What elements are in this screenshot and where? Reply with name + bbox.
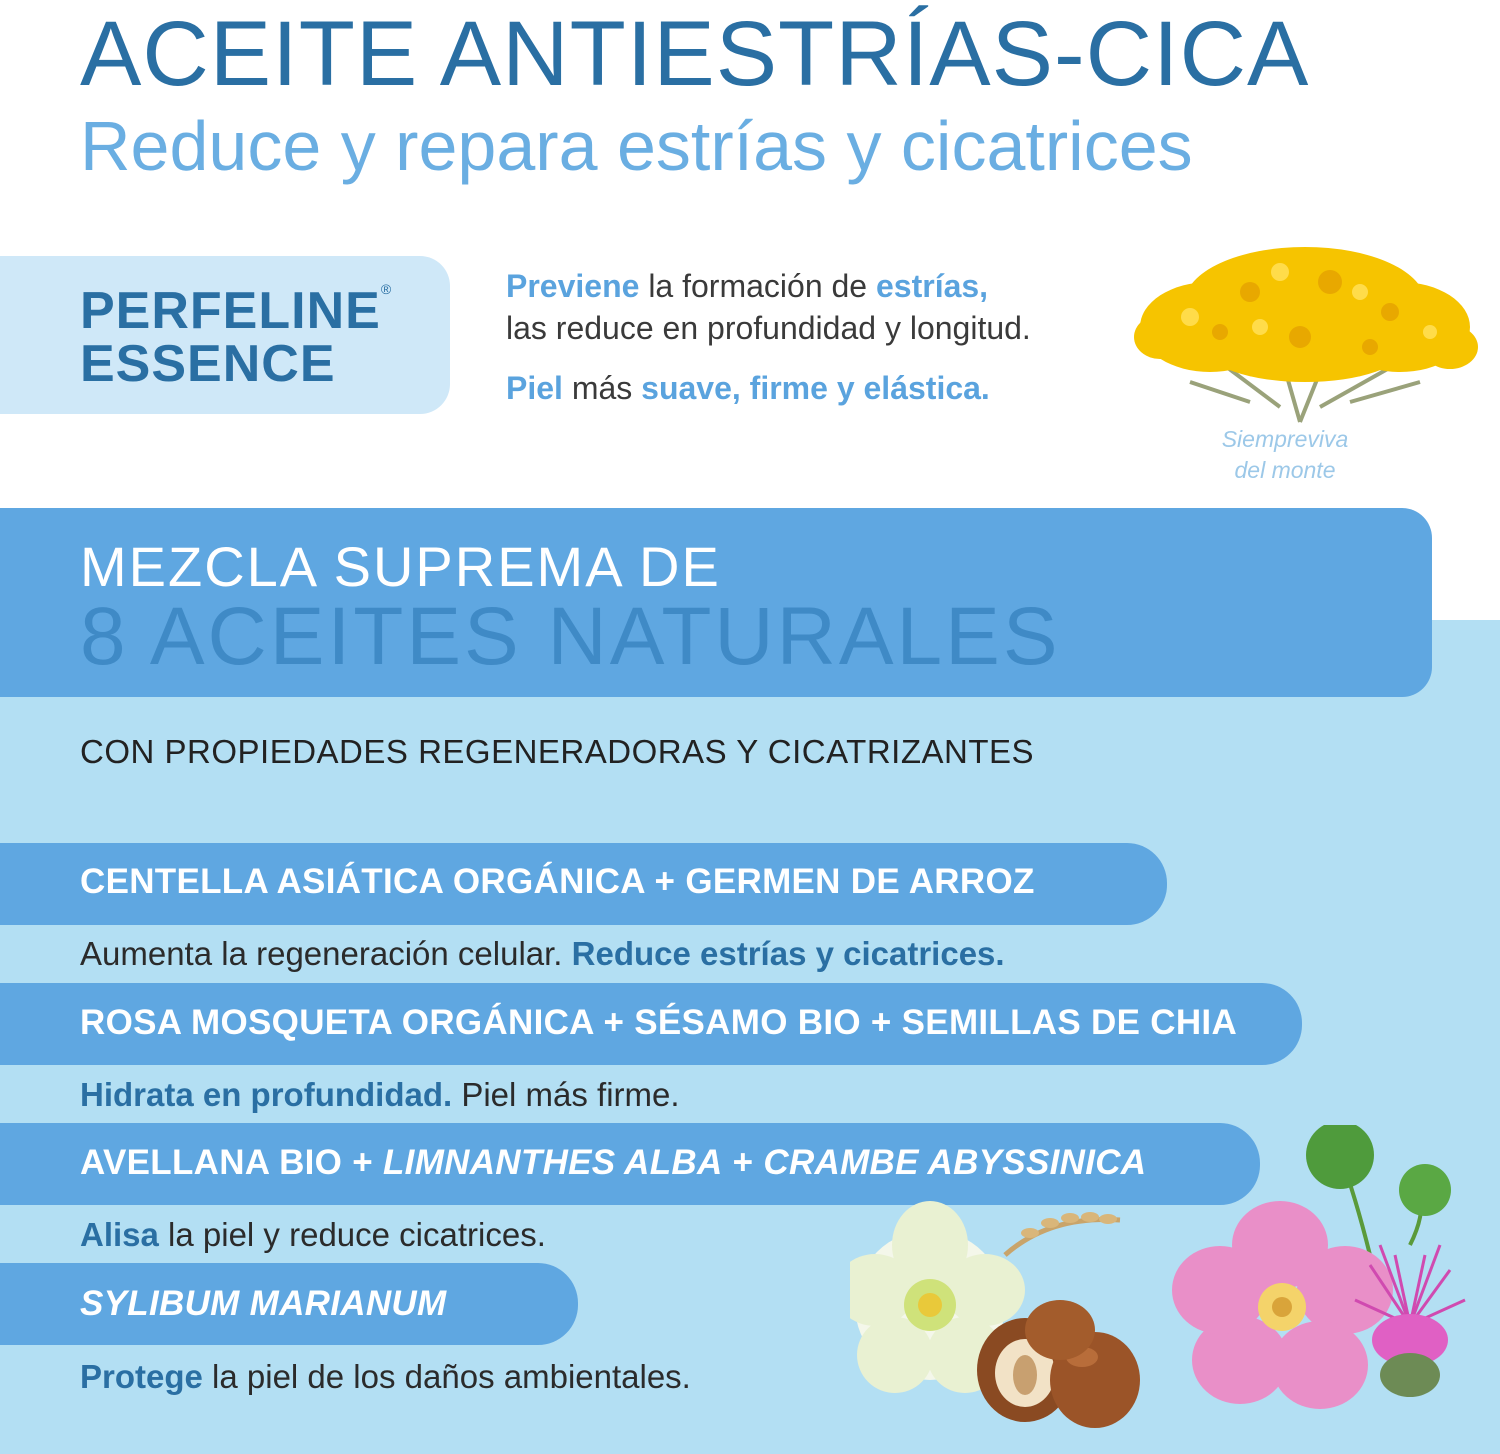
oil-description [80, 935, 1005, 973]
desc-highlight: Reduce estrías y cicatrices. [571, 935, 1005, 972]
feature-line-2 [506, 310, 1031, 347]
feature-line-3 [506, 370, 990, 407]
oil-name-italic: LIMNANTHES ALBA [383, 1143, 723, 1182]
oil-description [80, 1216, 546, 1254]
desc-text: la piel de los daños ambientales. [202, 1358, 691, 1395]
registered-mark: ® [380, 281, 393, 297]
centella-leaf-illustration [1306, 1125, 1451, 1255]
oil-description [80, 1358, 691, 1396]
brand-line2: ESSENCE [80, 335, 336, 394]
oil-description [80, 1076, 680, 1114]
feature-highlight: suave, firme y elástica. [641, 370, 990, 406]
caption-line1: Siempreviva [1221, 426, 1349, 452]
feature-line-1 [506, 268, 988, 305]
rosehip-flower-illustration [1172, 1201, 1393, 1409]
desc-text: la piel y reduce cicatrices. [158, 1216, 546, 1253]
oil-name [80, 1284, 446, 1324]
oil-name-part: AVELLANA BIO + [80, 1143, 383, 1182]
desc-text: Piel más firme. [452, 1076, 680, 1113]
oil-name-italic: CRAMBE ABYSSINICA [763, 1143, 1147, 1182]
brand-line1: PERFELINE [80, 282, 381, 340]
feature-text: más [562, 370, 642, 406]
ingredients-illustration [850, 1125, 1490, 1445]
feature-text: la formación de [639, 268, 876, 304]
oil-name-part: + [722, 1143, 764, 1182]
oil-name: ROSA MOSQUETA ORGÁNICA + SÉSAMO BIO + SEMILLAS DE CHIA [80, 1003, 1238, 1042]
rice-ear-illustration [1005, 1212, 1120, 1255]
feature-highlight: estrías, [875, 268, 989, 304]
desc-highlight: Protege [80, 1358, 203, 1395]
brand-name [80, 281, 393, 394]
oil-name-italic: SYLIBUM MARIANUM [80, 1284, 447, 1323]
desc-highlight: Hidrata en profundidad. [80, 1076, 453, 1113]
mix-heading-line2: 8 ACEITES NATURALES [80, 591, 1061, 682]
caption-line2: del monte [1234, 457, 1336, 484]
feature-text: las reduce en profundidad y longitud. [506, 310, 1031, 346]
desc-highlight: Alisa [80, 1216, 159, 1253]
properties-heading: CON PROPIEDADES REGENERADORAS Y CICATRIZANTES [80, 733, 1035, 770]
feature-highlight: Piel [506, 370, 563, 406]
oil-name: CENTELLA ASIÁTICA ORGÁNICA + GERMEN DE ARROZ [80, 862, 1035, 901]
everlasting-flower-illustration [1130, 232, 1480, 432]
page-subtitle: Reduce y repara estrías y cicatrices [80, 107, 1193, 185]
desc-text: Aumenta la regeneración celular. [80, 935, 572, 972]
feature-highlight: Previene [506, 268, 640, 304]
mix-heading-line1: MEZCLA SUPREMA DE [80, 535, 721, 598]
page-title: ACEITE ANTIESTRÍAS-CICA [80, 3, 1310, 105]
flower-caption [1180, 424, 1390, 486]
